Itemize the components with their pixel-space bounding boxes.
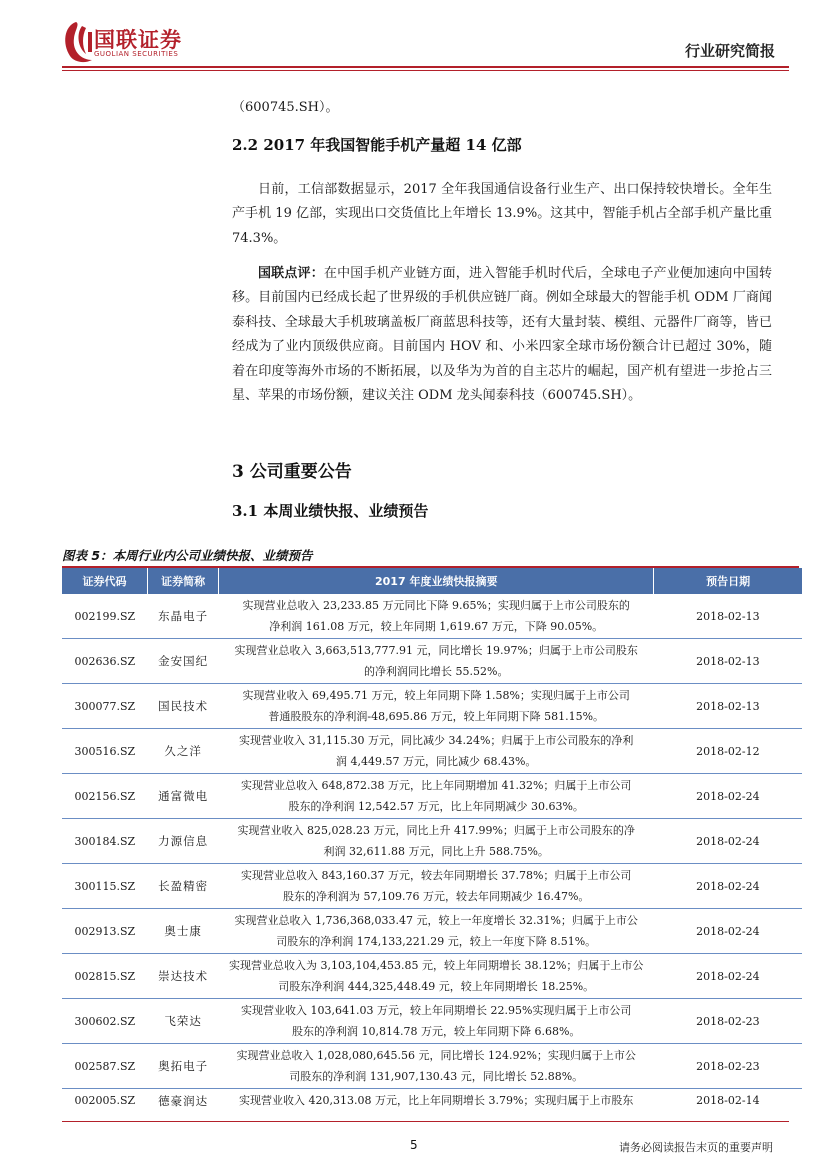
- cell-date: 2018-02-13: [654, 594, 802, 639]
- summary-line-1: 实现营业总收入 23,233.85 万元同比下降 9.65%；实现归属于上市公司股东的: [242, 599, 630, 612]
- cell-code: 002913.SZ: [62, 909, 148, 954]
- comment-text: 在中国手机产业链方面，进入智能手机时代后，全球电子产业便加速向中国转移。目前国内已经成长起了世界级的手机供应链厂商。例如全球最大的智能手机 ODM 厂商闻泰科技、全球最大手机玻璃盖板厂商蓝思科技等，还有大量封装、模组、元器件厂商等，皆已经成为了业内顶级供应商。目前国内 HOV 和、小米四家全球市场份额合计已超过 30%，随着在印度等海外市场的不断拓展，以及华为为首的自主芯片的崛起，国产机有望进一步抢占三星、苹果的市场份额，建议关注 ODM 龙头闻泰科技（600745.SH）。: [232, 266, 772, 404]
- cell-date: 2018-02-14: [696, 1094, 760, 1107]
- table-row: [62, 819, 802, 864]
- table-row: [62, 684, 802, 729]
- cell-summary: [219, 1089, 654, 1113]
- summary-line-1: 实现营业收入 69,495.71 万元，较上年同期下降 1.58%；实现归属于上市公司: [242, 689, 630, 702]
- cell-date: 2018-02-24: [654, 954, 802, 999]
- col-header-date: 预告日期: [654, 568, 802, 594]
- cell-date: 2018-02-12: [654, 729, 802, 774]
- cell-summary: [219, 594, 654, 639]
- summary-line-2: 股东的净利润为 57,109.76 万元，较去年同期减少 16.47%。: [283, 890, 590, 903]
- cell-name: 国民技术: [148, 684, 219, 729]
- paragraph-production: 日前，工信部数据显示，2017 全年我国通信设备行业生产、出口保持较快增长。全年生产手机 19 亿部，实现出口交货值比上年增长 13.9%。这其中，智能手机占全部手机产量比重 74.3%。: [232, 182, 772, 246]
- cell-summary: [219, 819, 654, 864]
- section-3-title: 3 公司重要公告: [232, 462, 352, 482]
- summary-line-1: 实现营业收入 103,641.03 万元，较上年同期增长 22.95%实现归属于上市公司: [241, 1004, 632, 1017]
- logo-subtitle: GUOLIAN SECURITIES: [94, 50, 179, 58]
- cell-name: 长盈精密: [148, 864, 219, 909]
- logo-text: 国联证券: [94, 28, 182, 52]
- cell-date: 2018-02-23: [654, 999, 802, 1044]
- cell-name: 力源信息: [148, 819, 219, 864]
- earnings-table: [62, 568, 802, 1112]
- table-row: [62, 729, 802, 774]
- disclaimer-text: 请务必阅读报告末页的重要声明: [619, 1141, 773, 1154]
- table-row: [62, 864, 802, 909]
- cell-code: 300077.SZ: [62, 684, 148, 729]
- cell-code: 002815.SZ: [62, 954, 148, 999]
- summary-line-2: 股东的净利润 12,542.57 万元，比上年同期减少 30.63%。: [288, 800, 584, 813]
- header-divider: [62, 66, 789, 68]
- summary-line-2: 净利润 161.08 万元，较上年同期 1,619.67 万元，下降 90.05%。: [269, 620, 604, 633]
- table-row: [62, 999, 802, 1044]
- summary-line-1: 实现营业总收入 3,663,513,777.91 元，同比增长 19.97%；归属于上市公司股东: [234, 644, 638, 657]
- table-row: [62, 639, 802, 684]
- cell-date: 2018-02-13: [654, 639, 802, 684]
- summary-line-1: 实现营业收入 420,313.08 万元，比上年同期增长 3.79%；实现归属于上市股东: [239, 1094, 634, 1107]
- cell-date: 2018-02-23: [654, 1044, 802, 1089]
- summary-line-1: 实现营业收入 31,115.30 万元，同比减少 34.24%；归属于上市公司股东的净利: [239, 734, 634, 747]
- col-header-code: 证券代码: [62, 568, 148, 594]
- section-2-2-title: 2.2 2017 年我国智能手机产量超 14 亿部: [232, 136, 522, 154]
- cell-date: 2018-02-24: [654, 909, 802, 954]
- cell-name: 奥士康: [148, 909, 219, 954]
- cell-code: 300516.SZ: [62, 729, 148, 774]
- table-row: [62, 594, 802, 639]
- footer-divider: [62, 1121, 789, 1122]
- cell-name: 德豪润达: [158, 1093, 209, 1108]
- summary-line-1: 实现营业总收入 843,160.37 万元，较去年同期增长 37.78%；归属于上市公司: [241, 869, 632, 882]
- comment-label: 国联点评：: [258, 266, 324, 281]
- summary-line-1: 实现营业总收入 1,028,080,645.56 元，同比增长 124.92%；实现归属于上市公: [236, 1049, 636, 1062]
- cell-summary: [219, 954, 654, 999]
- summary-line-2: 司股东的净利润 131,907,130.43 元，同比增长 52.88%。: [289, 1070, 584, 1083]
- cell-date: 2018-02-24: [654, 864, 802, 909]
- page-header: [0, 0, 827, 72]
- cell-summary: [219, 684, 654, 729]
- cell-name: 东晶电子: [148, 594, 219, 639]
- cell-code: 002156.SZ: [62, 774, 148, 819]
- summary-line-2: 润 4,449.57 万元，同比减少 68.43%。: [336, 755, 537, 768]
- cell-name: 奥拓电子: [148, 1044, 219, 1089]
- cell-name: 崇达技术: [148, 954, 219, 999]
- summary-line-1: 实现营业总收入 1,736,368,033.47 元，较上一年度增长 32.31%；归属于上市公: [234, 914, 638, 927]
- cell-summary: [219, 1044, 654, 1089]
- cell-summary: [219, 729, 654, 774]
- cell-date: 2018-02-24: [654, 819, 802, 864]
- cell-name: 金安国纪: [148, 639, 219, 684]
- table-row: [62, 954, 802, 999]
- section-3-1-title: 3.1 本周业绩快报、业绩预告: [232, 502, 429, 520]
- cell-summary: [219, 999, 654, 1044]
- carryover-text: （600745.SH）。: [232, 100, 339, 115]
- cell-name: 飞荣达: [148, 999, 219, 1044]
- table-row: [62, 774, 802, 819]
- figure-title: 图表 5：本周行业内公司业绩快报、业绩预告: [62, 548, 313, 563]
- cell-summary: [219, 639, 654, 684]
- cell-code: 300184.SZ: [62, 819, 148, 864]
- table-row: [62, 909, 802, 954]
- table-row: [62, 1044, 802, 1089]
- summary-line-1: 实现营业总收入 648,872.38 万元，比上年同期增加 41.32%；归属于上市公司: [241, 779, 632, 792]
- page-number: 5: [410, 1138, 418, 1152]
- col-header-name: 证券简称: [148, 568, 219, 594]
- cell-code: 002199.SZ: [62, 594, 148, 639]
- cell-code: 002587.SZ: [62, 1044, 148, 1089]
- cell-summary: [219, 774, 654, 819]
- table-header-row: [62, 568, 802, 594]
- summary-line-2: 普通股股东的净利润-48,695.86 万元，较上年同期下降 581.15%。: [268, 710, 605, 723]
- summary-line-2: 司股东净利润 444,325,448.49 元，较上年同期增长 18.25%。: [278, 980, 595, 993]
- cell-code: 002005.SZ: [74, 1094, 136, 1107]
- summary-line-2: 司股东的净利润 174,133,221.29 元，较上一年度下降 8.51%。: [276, 935, 597, 948]
- summary-line-1: 实现营业总收入为 3,103,104,453.85 元，较上年同期增长 38.12%；归属于上市公: [229, 959, 644, 972]
- summary-line-2: 的净利润同比增长 55.52%。: [364, 665, 509, 678]
- cell-summary: [219, 909, 654, 954]
- cell-code: 002636.SZ: [62, 639, 148, 684]
- paragraph-comment: [232, 262, 772, 408]
- summary-line-2: 股东的净利润 10,814.78 万元，较上年同期下降 6.68%。: [292, 1025, 581, 1038]
- cell-code: 300602.SZ: [62, 999, 148, 1044]
- cell-date: 2018-02-24: [654, 774, 802, 819]
- cell-date: 2018-02-13: [654, 684, 802, 729]
- summary-line-2: 利润 32,611.88 万元，同比上升 588.75%。: [323, 845, 549, 858]
- table-row: [62, 1089, 802, 1113]
- document-type: 行业研究简报: [684, 42, 775, 60]
- summary-line-1: 实现营业收入 825,028.23 万元，同比上升 417.99%；归属于上市公司股东的净: [237, 824, 635, 837]
- cell-name: 通富微电: [148, 774, 219, 819]
- cell-name: 久之洋: [148, 729, 219, 774]
- cell-summary: [219, 864, 654, 909]
- header-divider-thin: [62, 70, 789, 71]
- col-header-summary: 2017 年度业绩快报摘要: [219, 568, 654, 594]
- cell-code: 300115.SZ: [62, 864, 148, 909]
